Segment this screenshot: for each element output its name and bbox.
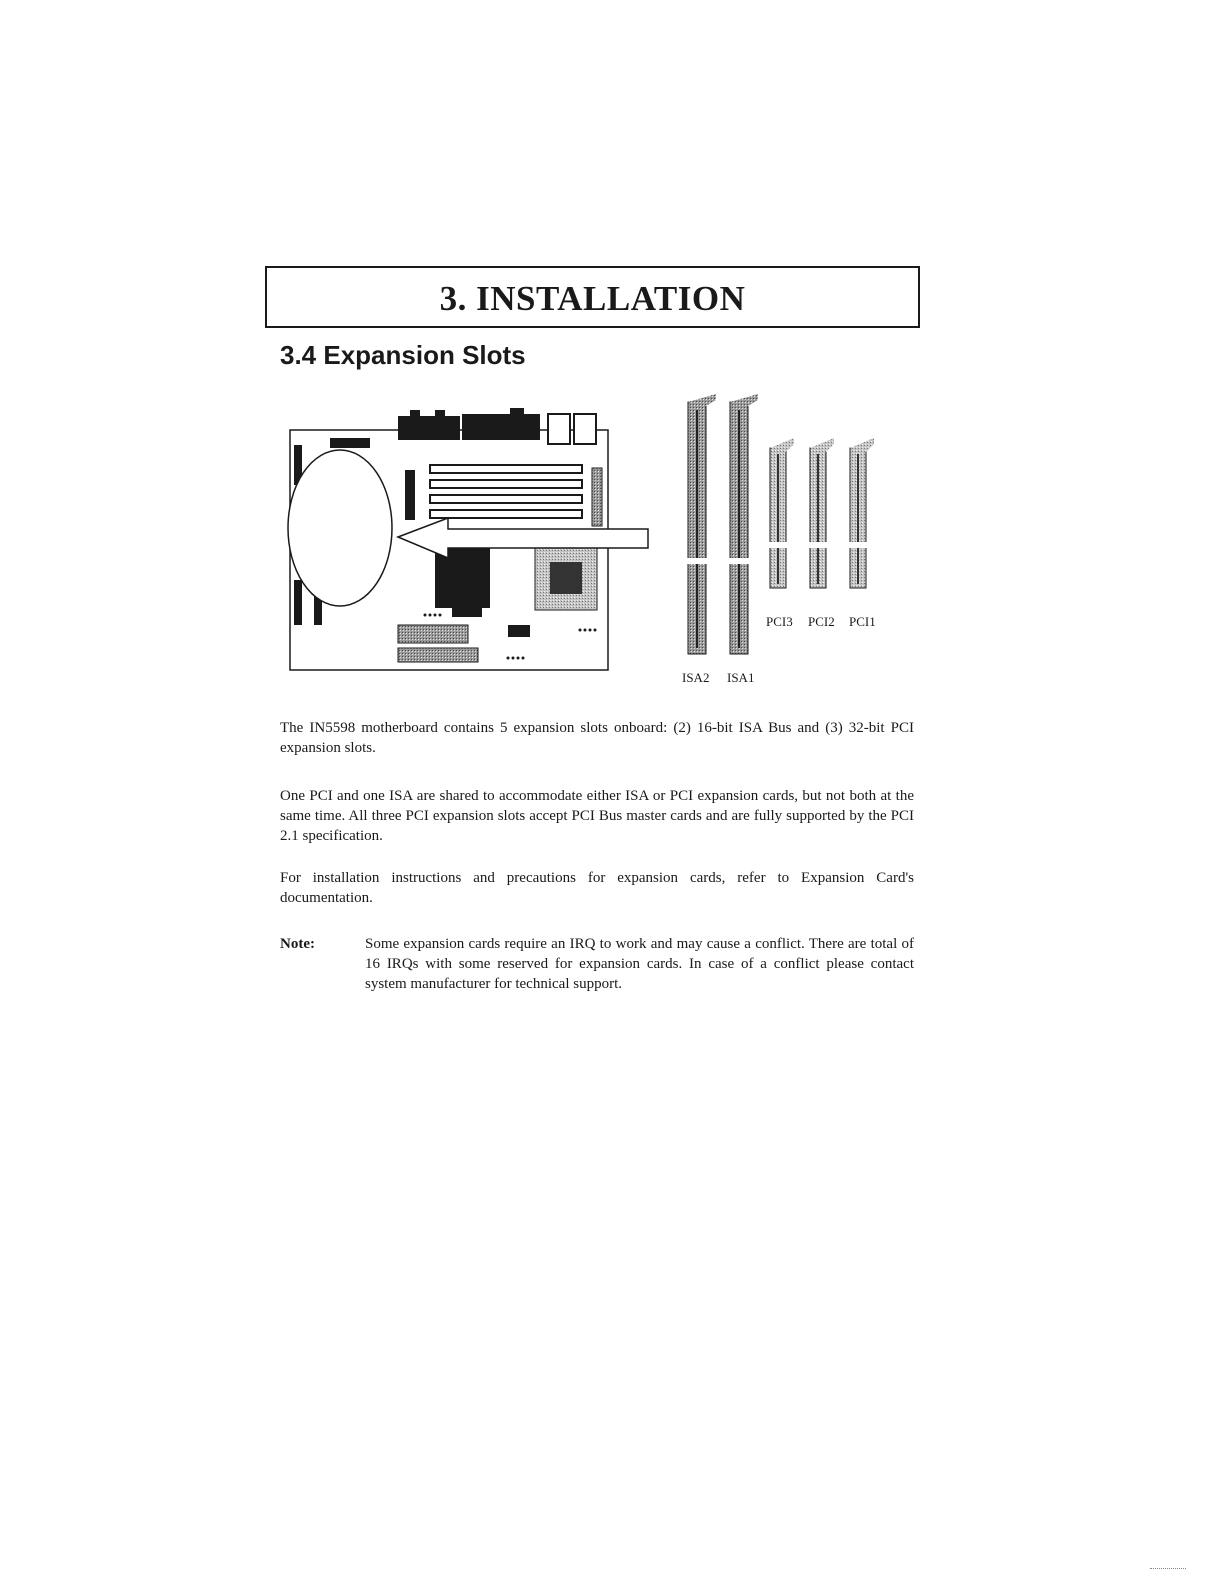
isa1-label: ISA1 bbox=[727, 670, 755, 685]
note-text: Some expansion cards require an IRQ to work and may cause a conflict. There are total of 16 IRQs with some reserved for expansion cards. In case of a conflict please contact system manufacturer for technical support. bbox=[365, 936, 914, 992]
paragraph-installation-reference: For installation instructions and precautions for expansion cards, refer to Expansion Card's documentation. bbox=[280, 870, 914, 906]
section-title: 3.4 Expansion Slots bbox=[280, 340, 526, 370]
isa2-slot bbox=[686, 394, 716, 654]
isa2-label: ISA2 bbox=[682, 670, 710, 685]
note-block bbox=[280, 934, 914, 994]
pci1-slot bbox=[848, 438, 874, 588]
paragraph-shared-slots: One PCI and one ISA are shared to accommodate either ISA or PCI expansion cards, but not both at the same time. All three PCI expansion slots accept PCI Bus master cards and are fully supported by the PCI 2.1 specification. bbox=[280, 788, 914, 844]
paragraph-slot-summary: The IN5598 motherboard contains 5 expansion slots onboard: (2) 16-bit ISA Bus and (3) 32-bit PCI expansion slots. bbox=[280, 720, 914, 756]
expansion-slots-diagram bbox=[280, 390, 920, 700]
chapter-title: 3. INSTALLATION bbox=[439, 279, 746, 318]
motherboard-illustration bbox=[288, 408, 648, 670]
pci2-slot bbox=[808, 438, 834, 588]
pci1-label: PCI1 bbox=[849, 614, 876, 629]
pci3-slot bbox=[768, 438, 794, 588]
isa1-slot bbox=[728, 394, 758, 654]
pci2-label: PCI2 bbox=[808, 614, 835, 629]
page-corner-mark bbox=[1150, 1568, 1186, 1570]
pci3-label: PCI3 bbox=[766, 614, 793, 629]
note-label: Note: bbox=[280, 936, 315, 952]
chapter-header bbox=[265, 266, 920, 328]
